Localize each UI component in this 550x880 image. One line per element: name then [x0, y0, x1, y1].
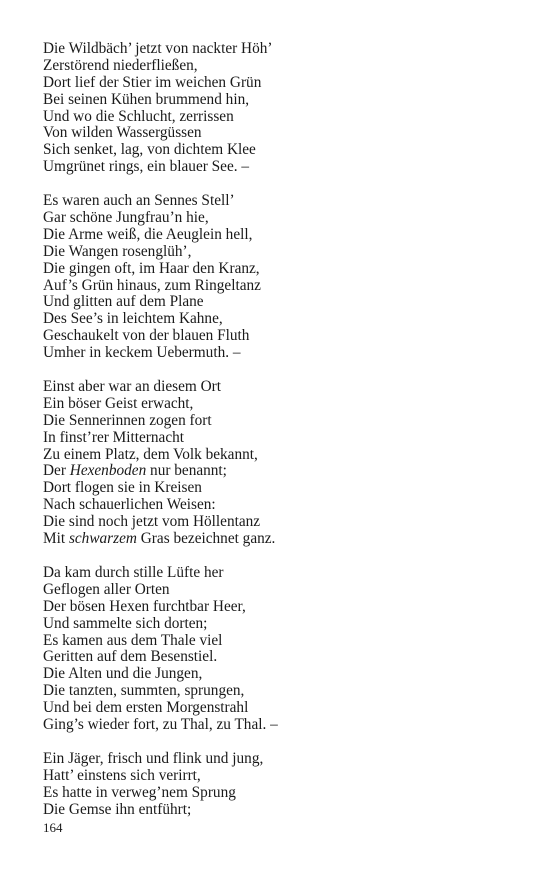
poem-line	[43, 531, 513, 548]
poem-line	[43, 768, 513, 785]
line-text: Und wo die Schlucht, zerrissen	[43, 107, 234, 125]
poem-line	[43, 92, 513, 109]
line-text: Die Wangen rosenglüh’,	[43, 242, 192, 260]
poem-line	[43, 379, 513, 396]
poem-line	[43, 463, 513, 480]
poem-line	[43, 666, 513, 683]
line-text: Bei seinen Kühen brummend hin,	[43, 90, 250, 108]
line-text: Der	[43, 462, 70, 480]
line-text: Und glitten auf dem Plane	[43, 293, 204, 311]
poem-line	[43, 633, 513, 650]
line-text: Auf’s Grün hinaus, zum Ringeltanz	[43, 276, 261, 294]
line-text: Mit	[43, 530, 69, 548]
line-text: Einst aber war an diesem Ort	[43, 378, 221, 396]
poem-line	[43, 294, 513, 311]
poem-line	[43, 193, 513, 210]
stanza	[43, 193, 513, 362]
poem-line	[43, 430, 513, 447]
poem-line	[43, 480, 513, 497]
poem-line	[43, 717, 513, 734]
line-text: Die Sennerinnen zogen fort	[43, 411, 212, 429]
line-text: Ein böser Geist erwacht,	[43, 394, 194, 412]
poem-line	[43, 582, 513, 599]
poem-line	[43, 616, 513, 633]
line-text: Zu einem Platz, dem Volk bekannt,	[43, 445, 258, 463]
poem-line	[43, 41, 513, 58]
poem-line	[43, 125, 513, 142]
poem-line	[43, 311, 513, 328]
poem-line	[43, 142, 513, 159]
line-text: Die Alten und die Jungen,	[43, 665, 203, 683]
stanza	[43, 751, 513, 819]
poem-line	[43, 396, 513, 413]
poem-text	[43, 41, 513, 835]
poem-line	[43, 700, 513, 717]
line-text: Es waren auch an Sennes Stell’	[43, 192, 235, 210]
poem-line	[43, 413, 513, 430]
line-text: Des See’s in leichtem Kahne,	[43, 310, 223, 328]
poem-line	[43, 227, 513, 244]
poem-line	[43, 75, 513, 92]
line-text: Geschaukelt von der blauen Fluth	[43, 327, 250, 345]
line-text: Gras bezeichnet ganz.	[136, 530, 276, 548]
line-text: Die sind noch jetzt vom Höllentanz	[43, 513, 261, 531]
poem-line	[43, 328, 513, 345]
poem-line	[43, 565, 513, 582]
poem-line	[43, 802, 513, 819]
poem-line	[43, 649, 513, 666]
line-text: Die Arme weiß, die Aeuglein hell,	[43, 225, 253, 243]
stanza	[43, 41, 513, 176]
line-text: Und bei dem ersten Morgenstrahl	[43, 699, 249, 717]
line-text: Sich senket, lag, von dichtem Klee	[43, 141, 256, 159]
poem-line	[43, 683, 513, 700]
line-text: Nach schauerlichen Weisen:	[43, 496, 216, 514]
poem-line	[43, 261, 513, 278]
line-text: Der bösen Hexen furchtbar Heer,	[43, 597, 246, 615]
line-text: Gar schöne Jungfrau’n hie,	[43, 209, 209, 227]
line-text: Es kamen aus dem Thale viel	[43, 631, 223, 649]
line-text: Dort lief der Stier im weichen Grün	[43, 73, 262, 91]
line-text: Dort flogen sie in Kreisen	[43, 479, 202, 497]
emphasis-text: Hexenboden	[69, 462, 147, 480]
line-text: Es hatte in verweg’nem Sprung	[43, 783, 236, 801]
line-text: Umher in keckem Uebermuth. –	[43, 344, 241, 362]
poem-line	[43, 514, 513, 531]
line-text: Da kam durch stille Lüfte her	[43, 563, 224, 581]
line-text: Ein Jäger, frisch und flink und jung,	[43, 749, 264, 767]
page-number: 164	[43, 820, 63, 835]
line-text: Geflogen aller Orten	[43, 580, 170, 598]
poem-line	[43, 599, 513, 616]
line-text: Zerstörend niederfließen,	[43, 56, 198, 74]
poem-line	[43, 278, 513, 295]
line-text: Die gingen oft, im Haar den Kranz,	[43, 259, 260, 277]
poem-line	[43, 785, 513, 802]
line-text: nur benannt;	[146, 462, 227, 480]
line-text: Ging’s wieder fort, zu Thal, zu Thal. –	[43, 715, 278, 733]
line-text: Die Gemse ihn entführt;	[43, 800, 192, 818]
line-text: In finst’rer Mitternacht	[43, 428, 185, 446]
poem-line	[43, 58, 513, 75]
line-text: Hatt’ einstens sich verirrt,	[43, 766, 201, 784]
line-text: Und sammelte sich dorten;	[43, 614, 208, 632]
line-text: Umgrünet rings, ein blauer See. –	[43, 158, 250, 176]
poem-line	[43, 751, 513, 768]
poem-line	[43, 109, 513, 126]
emphasis-text: schwarzem	[68, 530, 137, 548]
line-text: Geritten auf dem Besenstiel.	[43, 648, 218, 666]
stanza	[43, 565, 513, 734]
line-text: Die Wildbäch’ jetzt von nackter Höh’	[43, 40, 273, 57]
stanza	[43, 379, 513, 548]
line-text: Von wilden Wassergüssen	[43, 124, 202, 142]
poem-line	[43, 244, 513, 261]
poem-line	[43, 345, 513, 362]
poem-line	[43, 447, 513, 464]
poem-line	[43, 497, 513, 514]
poem-line	[43, 210, 513, 227]
line-text: Die tanzten, summten, sprungen,	[43, 682, 245, 700]
poem-line	[43, 159, 513, 176]
